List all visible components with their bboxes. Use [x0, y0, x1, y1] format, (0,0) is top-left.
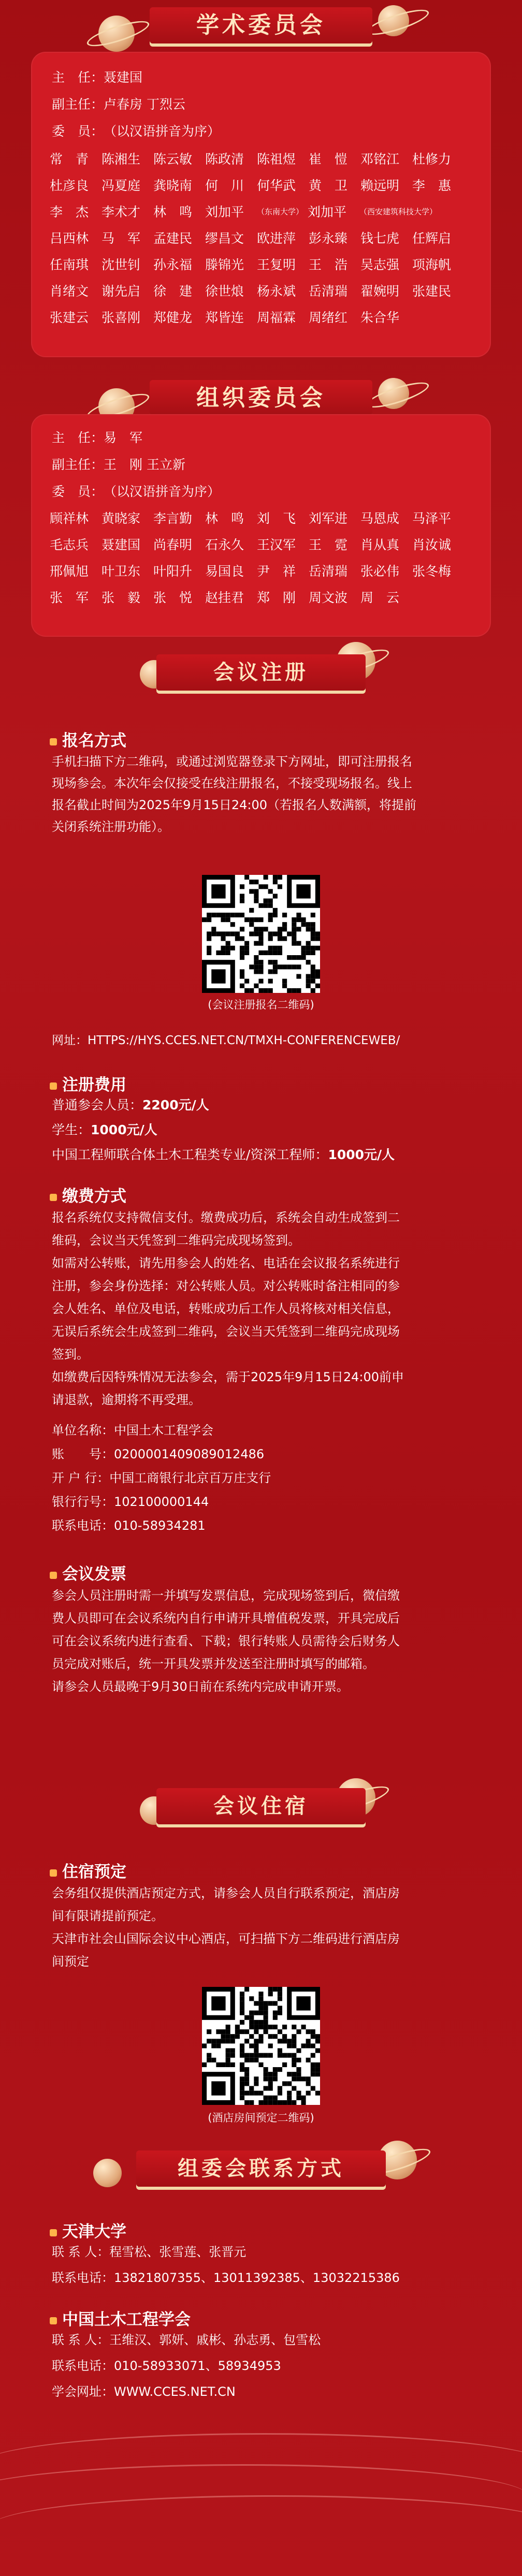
bank-phone-row: 联系电话：010-58934281 [52, 1518, 206, 1533]
member-name: 陈湘生 [102, 152, 141, 167]
member-name: 邓铭江 [360, 152, 400, 167]
member-name: 叶卫东 [102, 564, 141, 579]
member-name: 马泽平 [412, 511, 452, 526]
organizing-vice-row: 副主任：王 刚 王立新 [52, 457, 185, 472]
member-name: 马 军 [102, 231, 141, 246]
hotel-qr-caption: (酒店房间预定二维码) [208, 2112, 314, 2124]
member-name: 张建云 [50, 310, 89, 325]
bullet-icon [50, 1194, 57, 1201]
bank-info [52, 1418, 476, 1538]
member-name: 吕西林 [50, 231, 89, 246]
registration-url-link[interactable]: HTTPS://HYS.CCES.NET.CN/TMXH-CONFERENCEWEB/ [88, 1034, 400, 1047]
member-name: 林 鸣 [205, 511, 244, 526]
cces-people-row: 联 系 人：王维汉、郭妍、戚彬、孙志勇、包雪松 [52, 2333, 321, 2347]
member-name: 陈祖煜 [257, 152, 296, 167]
bullet-icon [50, 1082, 57, 1090]
organizing-member-label-row: 委 员：（以汉语拼音为序） [52, 484, 221, 499]
cces-heading: 中国土木工程学会 [50, 2306, 191, 2330]
reg-pay-heading: 缴费方式 [50, 1183, 126, 1206]
registration-qr-caption: (会议注册报名二维码) [208, 999, 314, 1011]
bank-account-row: 账 号：0200001409089012486 [52, 1447, 265, 1461]
member-name: 易国良 [205, 564, 244, 579]
member-name: 彭永臻 [309, 231, 348, 246]
member-name: 王复明 [257, 257, 296, 272]
member-name: 周福霖 [257, 310, 296, 325]
cces-site-row: 学会网址：WWW.CCES.NET.CN [52, 2384, 236, 2399]
member-name: 陈政清 [205, 152, 244, 167]
member-name: 周绪红 [309, 310, 348, 325]
member-name: 欧进萍 [257, 231, 296, 246]
member-name: 冯夏庭 [102, 178, 141, 193]
member-name: 张 军 [50, 590, 89, 605]
member-name: 滕锦光 [205, 257, 244, 272]
bank-code-row: 银行行号：102100000144 [52, 1495, 209, 1509]
bullet-icon [50, 2317, 57, 2324]
member-name: 毛志兵 [50, 537, 89, 552]
bank-branch-row: 开 户 行：中国工商银行北京百万庄支行 [52, 1471, 271, 1485]
tju-phone-row: 联系电话：13821807355、13011392385、13032215386 [52, 2271, 400, 2285]
member-name: 沈世钊 [102, 257, 141, 272]
registration-title: 会议注册 [156, 654, 366, 691]
member-name: 叶阳升 [153, 564, 193, 579]
lodging-banner [0, 1776, 522, 1833]
member-name: 刘 飞 [257, 511, 296, 526]
member-affiliation-note: （西安建筑科技大学） [359, 207, 438, 216]
member-name: 缪昌文 [205, 231, 244, 246]
bullet-icon [50, 1869, 57, 1877]
member-name: 张喜刚 [102, 310, 141, 325]
reg-invoice-text: 参会人员注册时需一并填写发票信息，完成现场签到后，微信缴 费人员即可在会议系统内自行申请开具增值税发票，开具完成后 可在会议系统内进行查看、下载；银行转账人员需待会后财务人 员完成对账后，统一开具发票并发送至注册时填写的邮箱。 请参会人员最晚于9月30日前在系统内完成申请开票。 [52, 1588, 400, 1694]
reg-pay-text: 报名系统仅支持微信支付。缴费成功后，系统会自动生成签到二 维码，会议当天凭签到二维码完成现场签到。 如需对公转账，请先用参会人的姓名、电话在会议报名系统进行 注册，参会身份选择：对公转账人员。对公转账时备注相同的参 会人姓名、单位及电话，转账成功后工作人员将核对相关信息， 无误后系统会生成签到二维码，会议当天凭签到二维码完成现场 签到。 如缴费后因特殊情况无法参会，需于2025年9月15日24:00前申 请退款，逾期将不再受理。 [52, 1210, 404, 1407]
hotel-qr-code[interactable] [202, 1987, 320, 2105]
academic-banner [0, 0, 522, 57]
planet-left-icon [93, 2159, 122, 2187]
decorative-wave [0, 2495, 522, 2559]
member-name: 郑健龙 [153, 310, 193, 325]
member-name: 崔 愷 [309, 152, 348, 167]
lodging-text: 会务组仅提供酒店预定方式，请参会人员自行联系预定，酒店房 间有限请提前预定。 天津市社会山国际会议中心酒店，可扫描下方二维码进行酒店房 间预定 [52, 1886, 400, 1969]
member-name: 孙永福 [153, 257, 193, 272]
member-name: 张冬梅 [412, 564, 452, 579]
lodging-heading: 住宿预定 [50, 1858, 126, 1882]
member-affiliation-note: （东南大学） [257, 207, 304, 216]
tju-people-row: 联 系 人：程雪松、张雪莲、张晋元 [52, 2245, 247, 2259]
member-name: 翟婉明 [360, 284, 400, 299]
member-name: 刘加平 [205, 204, 244, 219]
member-name: 郑 刚 [257, 590, 296, 605]
lodging-title: 会议住宿 [156, 1788, 366, 1824]
contacts-banner [0, 2138, 522, 2195]
member-name: 朱合华 [360, 310, 400, 325]
academic-member-label-row: 委 员：（以汉语拼音为序） [52, 124, 221, 139]
academic-vice-row: 副主任：卢春房 丁烈云 [52, 97, 185, 112]
member-name: 黄 卫 [309, 178, 348, 193]
member-name: 岳清瑞 [309, 284, 348, 299]
reg-invoice-heading: 会议发票 [50, 1561, 126, 1584]
member-name: 徐 建 [153, 284, 193, 299]
member-name: 钱七虎 [360, 231, 400, 246]
registration-qr-code[interactable] [202, 875, 320, 993]
contacts-title: 组委会联系方式 [136, 2150, 386, 2187]
bullet-icon [50, 2229, 57, 2236]
member-name: 张建民 [412, 284, 452, 299]
member-name: 龚晓南 [153, 178, 193, 193]
member-name: 肖汝诚 [412, 537, 452, 552]
bullet-icon [50, 738, 57, 745]
member-name: 陈云敏 [153, 152, 193, 167]
member-name: 张必伟 [360, 564, 400, 579]
member-name: 马恩成 [360, 511, 400, 526]
member-name: 张 悦 [153, 590, 193, 605]
fee-row-regular: 普通参会人员：2200元/人 [52, 1097, 209, 1113]
member-name: 刘军进 [309, 511, 348, 526]
member-name: 王汉军 [257, 537, 296, 552]
member-name: 任辉启 [412, 231, 452, 246]
member-name: 杨永斌 [257, 284, 296, 299]
registration-url-row: 网址：HTTPS://HYS.CCES.NET.CN/TMXH-CONFERENCEWEB/ [52, 1034, 400, 1047]
academic-title: 学术委员会 [150, 7, 372, 43]
bank-name-row: 单位名称：中国土木工程学会 [52, 1423, 213, 1438]
member-name: 郑皆连 [205, 310, 244, 325]
member-name: 岳清瑞 [309, 564, 348, 579]
member-name: 吴志强 [360, 257, 400, 272]
member-name: 赖远明 [360, 178, 400, 193]
member-name: 赵挂君 [205, 590, 244, 605]
registration-banner [0, 642, 522, 699]
organizing-title: 组织委员会 [150, 380, 372, 416]
member-name: 何 川 [205, 178, 244, 193]
member-name: 杜彦良 [50, 178, 89, 193]
member-name: 谢先启 [102, 284, 141, 299]
fee-row-student: 学生：1000元/人 [52, 1122, 157, 1137]
reg-fee-heading: 注册费用 [50, 1072, 126, 1095]
member-name: 刘加平 [308, 204, 347, 219]
member-name: 石永久 [205, 537, 244, 552]
fee-row-engineer: 中国工程师联合体土木工程类专业/资深工程师：1000元/人 [52, 1147, 395, 1162]
member-name: 王 霓 [309, 537, 348, 552]
member-name: 李 杰 [50, 204, 89, 219]
member-name: 林 鸣 [153, 204, 193, 219]
member-name: 李术才 [102, 204, 141, 219]
member-name: 常 青 [50, 152, 89, 167]
member-name: 肖从真 [360, 537, 400, 552]
bullet-icon [50, 1572, 57, 1579]
member-name: 尹 祥 [257, 564, 296, 579]
member-name: 尚春明 [153, 537, 193, 552]
member-name: 顾祥林 [50, 511, 89, 526]
member-name: 周 云 [360, 590, 400, 605]
cces-site-link[interactable]: WWW.CCES.NET.CN [114, 2384, 236, 2399]
member-name: 徐世烺 [205, 284, 244, 299]
member-name: 何华武 [257, 178, 296, 193]
member-name: 王 浩 [309, 257, 348, 272]
member-name: 杜修力 [412, 152, 452, 167]
member-name: 张 毅 [102, 590, 141, 605]
academic-chair-row: 主 任：聂建国 [52, 70, 143, 85]
member-name: 黄晓家 [102, 511, 141, 526]
member-name: 肖绪文 [50, 284, 89, 299]
reg-method-text: 手机扫描下方二维码，或通过浏览器登录下方网址，即可注册报名 现场参会。本次年会仅接受在线注册报名，不接受现场报名。线上 报名截止时间为2025年9月15日24:00（若报名人数满额，将提前 关闭系统注册功能）。 [52, 754, 417, 834]
member-name: 李言勤 [153, 511, 193, 526]
member-name: 邢佩旭 [50, 564, 89, 579]
tju-heading: 天津大学 [50, 2218, 126, 2242]
member-name: 聂建国 [102, 537, 141, 552]
member-name: 项海帆 [412, 257, 452, 272]
member-name: 任南琪 [50, 257, 89, 272]
member-name: 孟建民 [153, 231, 193, 246]
member-name: 李 惠 [412, 178, 452, 193]
cces-phone-row: 联系电话：010-58933071、58934953 [52, 2359, 281, 2373]
member-name: 周文波 [309, 590, 348, 605]
organizing-chair-row: 主 任：易 军 [52, 430, 143, 445]
reg-method-heading: 报名方式 [50, 727, 126, 751]
